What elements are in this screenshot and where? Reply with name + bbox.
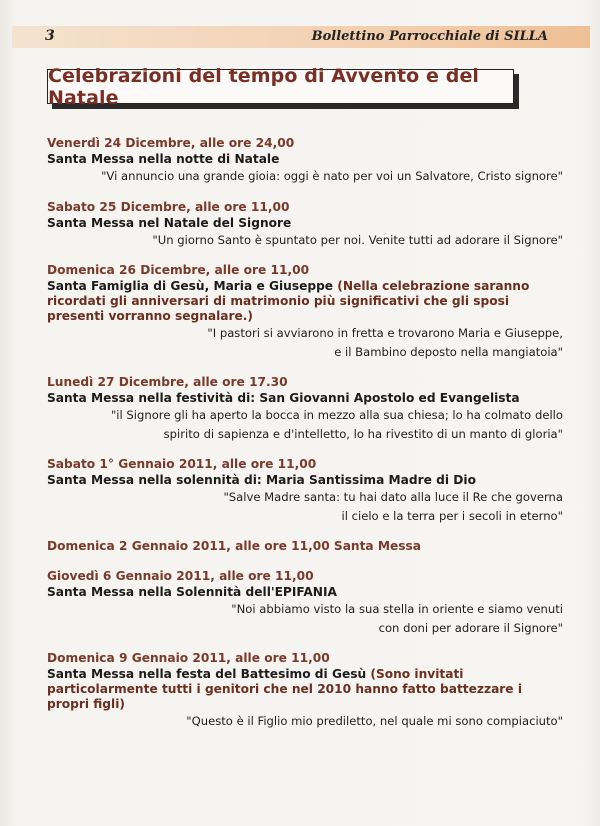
event-quote (47, 488, 567, 525)
event-item (47, 199, 567, 250)
event-quote (47, 231, 567, 250)
event-item (47, 262, 567, 361)
event-title (47, 391, 567, 406)
quote-line: il cielo e la terra per i secoli in eterno" (341, 508, 563, 523)
main-title: Celebrazioni del tempo di Avvento e del Natale (48, 64, 480, 109)
quote-line: "I pastori si avviarono in fretta e trovarono Maria e Giuseppe, (207, 326, 563, 340)
event-item (47, 568, 567, 637)
event-title (47, 279, 567, 324)
quote-line: "Un giorno Santo è spuntato per noi. Venite tutti ad adorare il Signore" (152, 232, 563, 247)
main-title-box (47, 64, 514, 109)
quote-line: "Vi annuncio una grande gioia: oggi è nato per voi un Salvatore, Cristo signore" (101, 169, 563, 183)
quote-line: "Noi abbiamo visto la sua stella in oriente e siamo venuti (231, 602, 563, 616)
event-quote (47, 712, 567, 731)
events-list (47, 135, 567, 744)
event-title (47, 152, 567, 167)
event-item (47, 374, 567, 443)
event-date: Giovedì 6 Gennaio 2011, alle ore 11,00 (47, 569, 314, 583)
event-title-text: Santa Messa nel Natale del Signore (47, 215, 292, 230)
event-title-text: Santa Messa nella solennità di: Maria Santissima Madre di Dio (47, 473, 476, 487)
quote-line: "il Signore gli ha aperto la bocca in mezzo alla sua chiesa; lo ha colmato dello (110, 408, 563, 422)
quote-line: "Salve Madre santa: tu hai dato alla luce il Re che governa (223, 490, 563, 504)
event-title-text: Santa Messa nella festività di: San Giovanni Apostolo ed Evangelista (47, 391, 520, 405)
bulletin-title: Bollettino Parrocchiale di SILLA (311, 29, 548, 44)
event-note: (Sono invitati particolarmente tutti i genitori che nel 2010 hanno fatto battezzare i propri figli) (47, 667, 522, 711)
event-item (47, 538, 567, 555)
event-quote (47, 600, 567, 637)
event-item (47, 650, 567, 731)
quote-line: "Questo è il Figlio mio prediletto, nel quale mi sono compiaciuto" (186, 714, 563, 728)
event-title-text: Santa Famiglia di Gesù, Maria e Giuseppe (47, 279, 334, 293)
event-date: Sabato 25 Dicembre, alle ore 11,00 (47, 199, 290, 214)
event-note: (Nella celebrazione saranno ricordati gli anniversari di matrimonio più significativi che gli sposi presenti vorranno segnalare.) (47, 279, 530, 323)
event-title (47, 585, 567, 600)
event-title-text: Santa Messa nella Solennità dell'EPIFANIA (47, 585, 337, 599)
event-date: Lunedì 27 Dicembre, alle ore 17.30 (47, 375, 288, 389)
event-title-text: Santa Messa nella festa del Battesimo di Gesù (47, 667, 367, 681)
event-title (47, 473, 567, 488)
event-date: Domenica 2 Gennaio 2011, alle ore 11,00 Santa Messa (47, 539, 422, 553)
event-quote (47, 324, 567, 361)
page-number: 3 (45, 28, 55, 44)
event-title-text: Santa Messa nella notte di Natale (47, 152, 280, 166)
event-date: Domenica 26 Dicembre, alle ore 11,00 (47, 263, 310, 277)
event-date: Sabato 1° Gennaio 2011, alle ore 11,00 (47, 457, 317, 471)
event-title (47, 667, 567, 712)
event-title (47, 216, 567, 231)
event-quote (47, 167, 567, 186)
event-item (47, 135, 567, 186)
quote-line: e il Bambino deposto nella mangiatoia" (334, 344, 563, 359)
event-date: Domenica 9 Gennaio 2011, alle ore 11,00 (47, 651, 330, 665)
quote-line: con doni per adorare il Signore" (378, 620, 563, 635)
quote-line: spirito di sapienza e d'intelletto, lo ha rivestito di un manto di gloria" (163, 426, 563, 441)
event-item (47, 456, 567, 525)
event-quote (47, 406, 567, 443)
event-date: Venerdì 24 Dicembre, alle ore 24,00 (47, 136, 295, 150)
